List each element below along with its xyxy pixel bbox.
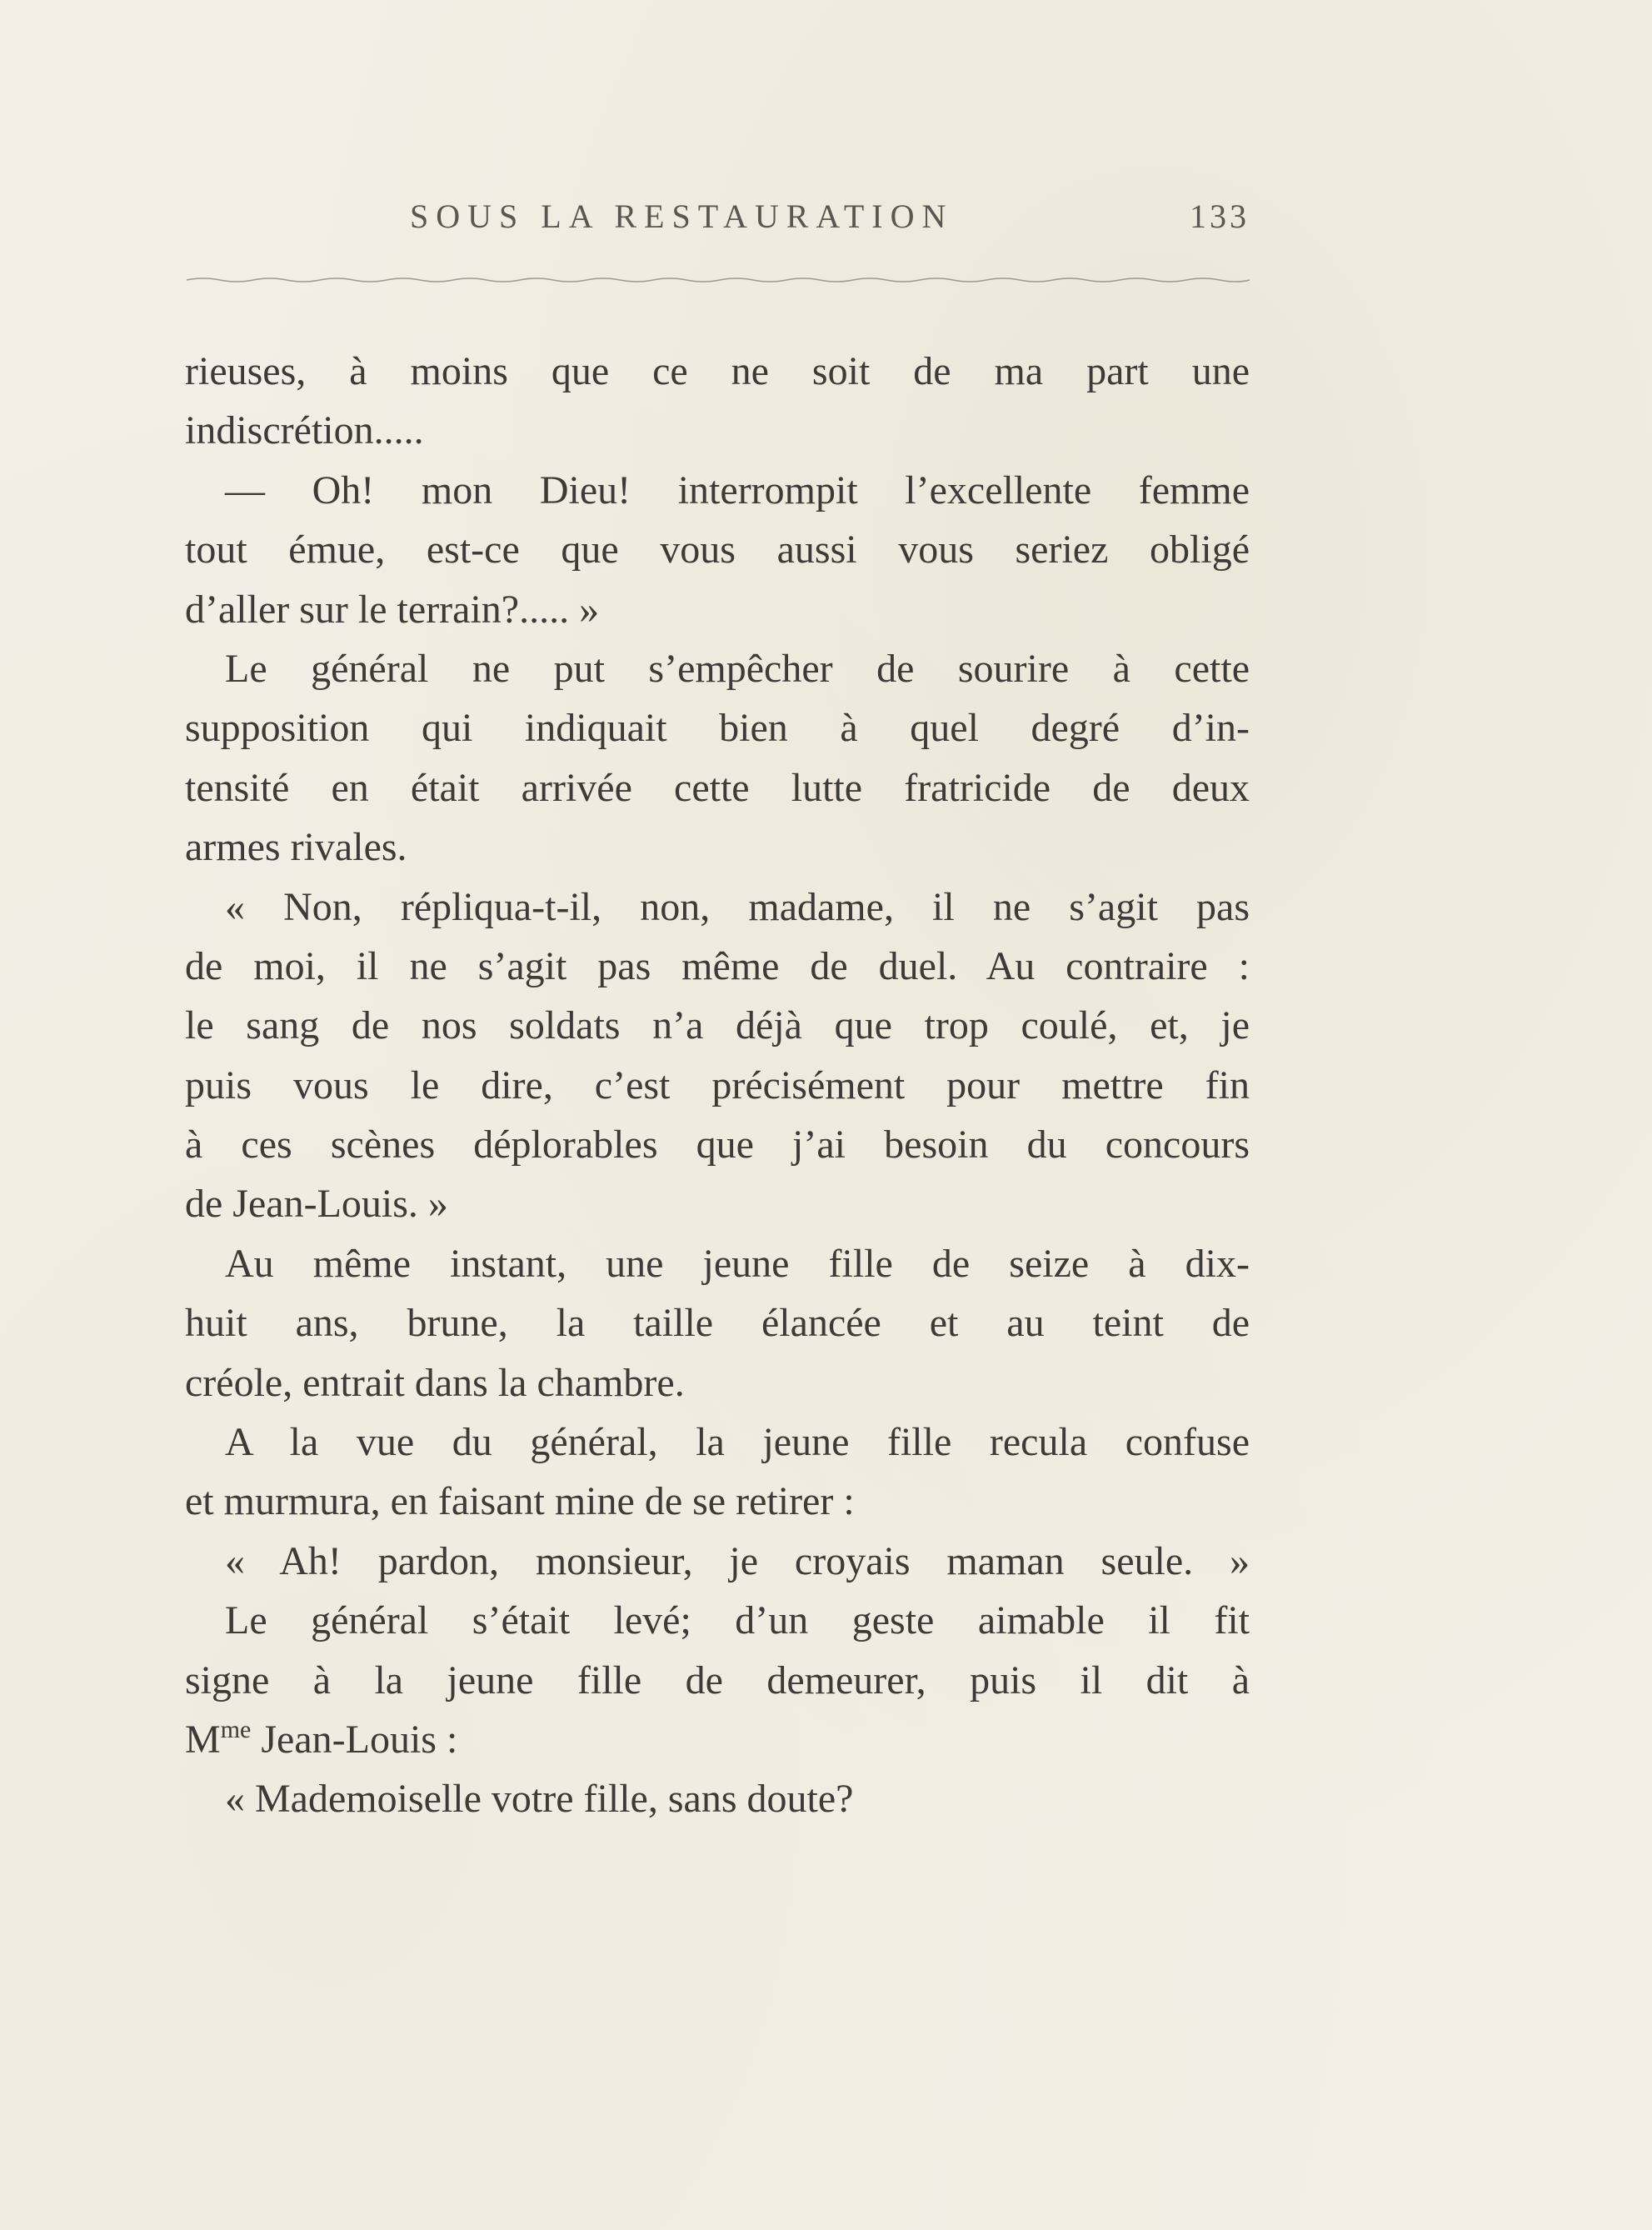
body-text xyxy=(185,342,1250,1829)
running-head xyxy=(185,197,1250,247)
text-line: « Mademoiselle votre fille, sans doute? xyxy=(225,1777,854,1822)
text-line: puis vous le dire, c’est précisément pour mettre fin xyxy=(185,1062,1250,1108)
text-line: — Oh! mon Dieu! interrompit l’excellente femme xyxy=(225,468,1250,512)
text-line: Le général s’était levé; d’un geste aimable il fit xyxy=(225,1598,1250,1643)
text-line: et murmura, en faisant mine de se retirer : xyxy=(185,1479,855,1524)
text-line: armes rivales. xyxy=(185,825,407,870)
text-line: créole, entrait dans la chambre. xyxy=(185,1360,685,1405)
text-line-mme xyxy=(185,1710,1250,1769)
text-line: le sang de nos soldats n’a déjà que trop coulé, et, je xyxy=(185,1003,1250,1048)
text-line: à ces scènes déplorables que j’ai besoin du concours xyxy=(185,1122,1250,1168)
text-line: supposition qui indiquait bien à quel degré d’in- xyxy=(185,706,1250,751)
decorative-rule xyxy=(187,275,1250,285)
text-line: « Non, répliqua-t-il, non, madame, il ne s’agit pas xyxy=(225,884,1250,929)
mme-superscript: me xyxy=(220,1715,252,1743)
text-line: huit ans, brune, la taille élancée et au teint de xyxy=(185,1301,1250,1346)
text-line: « Ah! pardon, monsieur, je croyais maman seule. » xyxy=(225,1538,1250,1583)
text-line: indiscrétion..... xyxy=(185,408,424,453)
page-number: 133 xyxy=(1190,198,1250,235)
text-line: Le général ne put s’empêcher de sourire à cette xyxy=(225,646,1250,691)
text-line: Au même instant, une jeune fille de seize à dix- xyxy=(225,1241,1250,1286)
mme-rest: Jean-Louis : xyxy=(251,1717,458,1762)
text-line: A la vue du général, la jeune fille recula confuse xyxy=(225,1420,1250,1465)
mme-prefix: M xyxy=(185,1717,221,1762)
running-title: SOUS LA RESTAURATION xyxy=(410,198,954,235)
text-line: de moi, il ne s’agit pas même de duel. Au contraire : xyxy=(185,943,1250,988)
text-line: de Jean-Louis. » xyxy=(185,1182,448,1227)
text-line: d’aller sur le terrain?..... » xyxy=(185,587,600,632)
text-line: rieuses, à moins que ce ne soit de ma part une xyxy=(185,349,1250,393)
text-line: tensité en était arrivée cette lutte fratricide de deux xyxy=(185,765,1250,810)
text-line: tout émue, est-ce que vous aussi vous seriez obligé xyxy=(185,528,1250,572)
text-line: signe à la jeune fille de demeurer, puis il dit à xyxy=(185,1658,1250,1702)
